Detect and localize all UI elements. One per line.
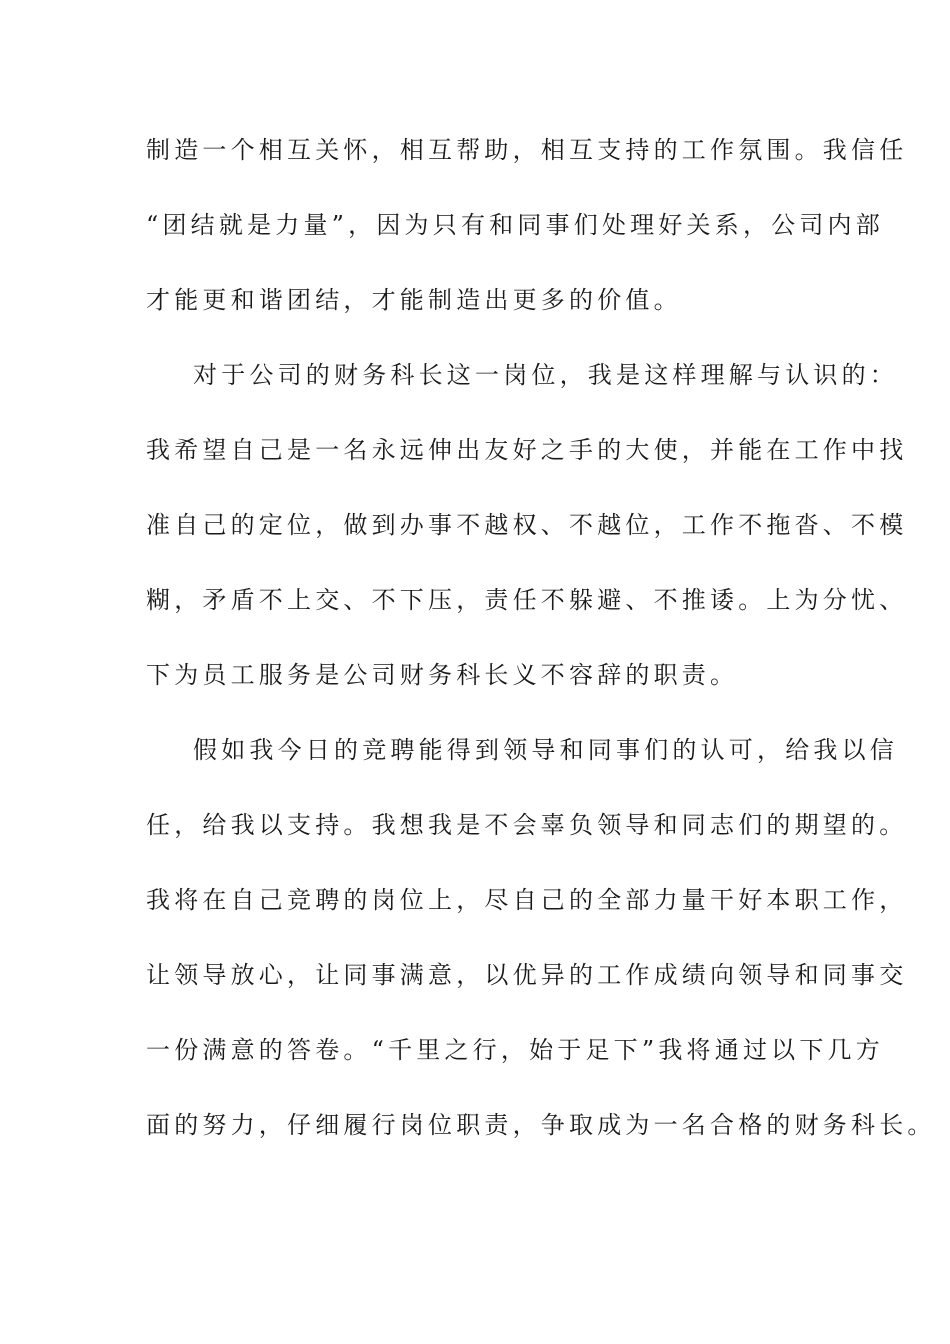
text-line: 让领导放心，让同事满意，以优异的工作成绩向领导和同事交 xyxy=(146,961,908,989)
text-line: 制造一个相互关怀，相互帮助，相互支持的工作氛围。我信任 xyxy=(146,136,908,164)
text-line: 任，给我以支持。我想我是不会辜负领导和同志们的期望的。 xyxy=(146,811,908,839)
text-line: 一份满意的答卷。“千里之行，始于足下”我将通过以下几方 xyxy=(146,1036,884,1064)
paragraph-first-line: 对于公司的财务科长这一岗位，我是这样理解与认识的： xyxy=(193,361,898,389)
text-line: 面的努力，仔细履行岗位职责，争取成为一名合格的财务科长。 xyxy=(146,1111,936,1139)
paragraph-first-line: 假如我今日的竞聘能得到领导和同事们的认可，给我以信 xyxy=(193,736,898,764)
text-line: 下为员工服务是公司财务科长义不容辞的职责。 xyxy=(146,661,739,689)
text-line: 我希望自己是一名永远伸出友好之手的大使，并能在工作中找 xyxy=(146,436,908,464)
text-line: 糊，矛盾不上交、不下压，责任不躲避、不推诿。上为分忧、 xyxy=(146,586,908,614)
text-line: “团结就是力量”，因为只有和同事们处理好关系，公司内部 xyxy=(146,211,884,239)
text-line: 我将在自己竞聘的岗位上，尽自己的全部力量干好本职工作， xyxy=(146,886,908,914)
text-line: 才能更和谐团结，才能制造出更多的价值。 xyxy=(146,286,682,314)
text-line: 准自己的定位，做到办事不越权、不越位，工作不拖沓、不模 xyxy=(146,511,908,539)
